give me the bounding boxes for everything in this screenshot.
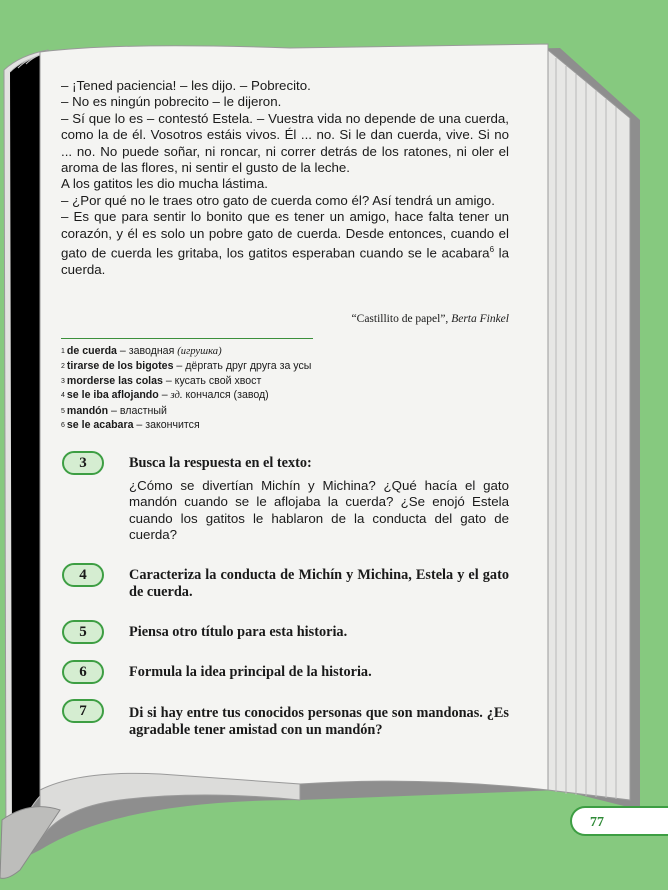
footnote-number: 6: [61, 422, 65, 430]
footnote-number: 4: [61, 392, 65, 400]
task-body: ¿Cómo se divertían Michín y Michina? ¿Qué hacía el gato mandón cuando se le aflojaba la cuerda? ¿Se enojó Estela cuando los gatitos le hablaron de la conducta del gato de cuerda?: [129, 478, 509, 543]
story-line: A los gatitos les dio mucha lástima.: [61, 176, 268, 192]
task-number-badge: 5: [62, 620, 104, 644]
footnote-item: [61, 344, 311, 359]
footnote-translation: –: [158, 389, 171, 402]
task-title: Busca la respuesta en el texto:: [129, 455, 312, 471]
source-citation: [352, 313, 509, 325]
story-line-tail: la cuerda.: [61, 245, 509, 277]
source-title: “Castillito de papel”,: [351, 313, 452, 325]
footnote-item: [61, 418, 311, 432]
footnote-number: 3: [61, 377, 65, 385]
footnote-translation: – закончится: [133, 419, 200, 432]
story-line: – No es ningún pobrecito – le dijeron.: [61, 94, 282, 110]
footnote-term: mandón: [66, 404, 109, 417]
story-line: – Sí que lo es – contestó Estela. – Vuestra vida no depende de una cuerda, como la de él. Vosotros estáis vivos. Él ... no. Si le dan cuerda, vive. Si no ... no. No puede soñar, ni roncar, ni correr detrás de los ratones, ni oler el aroma de las flores, ni sentir el gusto de la leche.: [61, 110, 509, 176]
footnote-note: кончался (завод): [182, 389, 269, 402]
story-text: [61, 78, 509, 278]
footnote-note: (игрушка): [177, 346, 222, 357]
source-author: Berta Finkel: [451, 313, 509, 325]
footnote-ref: 6: [489, 245, 495, 255]
footnote-number: 5: [61, 407, 65, 415]
footnote-item: [61, 404, 311, 418]
footnote-translation: – заводная: [116, 345, 178, 357]
footnote-divider: [61, 338, 313, 339]
task-number-badge: 4: [62, 563, 104, 587]
task-title: Piensa otro título para esta historia.: [129, 624, 348, 640]
footnote-item: [61, 388, 311, 403]
page-number: 77: [570, 806, 668, 836]
task-title: Formula la idea principal de la historia.: [129, 664, 372, 680]
footnote-gloss: зд.: [170, 390, 183, 402]
footnote-term: morderse las colas: [66, 374, 163, 387]
footnote-translation: – властный: [108, 404, 167, 417]
footnote-number: 2: [61, 363, 65, 371]
task-number-badge: 6: [62, 660, 104, 684]
story-line: – ¿Por qué no le traes otro gato de cuerda como él? Así tendrá un amigo.: [61, 192, 495, 208]
page-edges-right: [548, 50, 630, 800]
story-line-text: – Es que para sentir lo bonito que es tener un amigo, hace falta tener un corazón, y él es solo un pobre gato de cuerda. Desde entonces, cuando el gato de cuerda les gritaba, los gatitos esperaban cuando se le acabara: [61, 209, 509, 261]
task-number-badge: 7: [62, 699, 104, 723]
footnote-term: de cuerda: [66, 345, 117, 357]
footnote-term: se le iba aflojando: [66, 389, 159, 402]
task-title: Caracteriza la conducta de Michín y Michina, Estela y el gato de cuerda.: [129, 567, 509, 600]
footnote-term: tirarse de los bigotes: [66, 360, 174, 373]
footnotes: [61, 344, 311, 432]
footnote-term: se le acabara: [66, 419, 134, 432]
footnote-translation: – дёргать друг друга за усы: [173, 360, 312, 373]
footnote-translation: – кусать свой хвост: [162, 374, 262, 387]
footnote-item: [61, 374, 311, 388]
task-number-badge: 3: [62, 451, 104, 475]
footnote-item: [61, 359, 311, 373]
story-line: – ¡Tened paciencia! – les dijo. – Pobrecito.: [61, 78, 311, 93]
footnote-number: 1: [61, 348, 65, 355]
task-title: Di si hay entre tus conocidos personas que son mandonas. ¿Es agradable tener amistad con un mandón?: [129, 705, 509, 738]
story-line: [61, 209, 509, 278]
